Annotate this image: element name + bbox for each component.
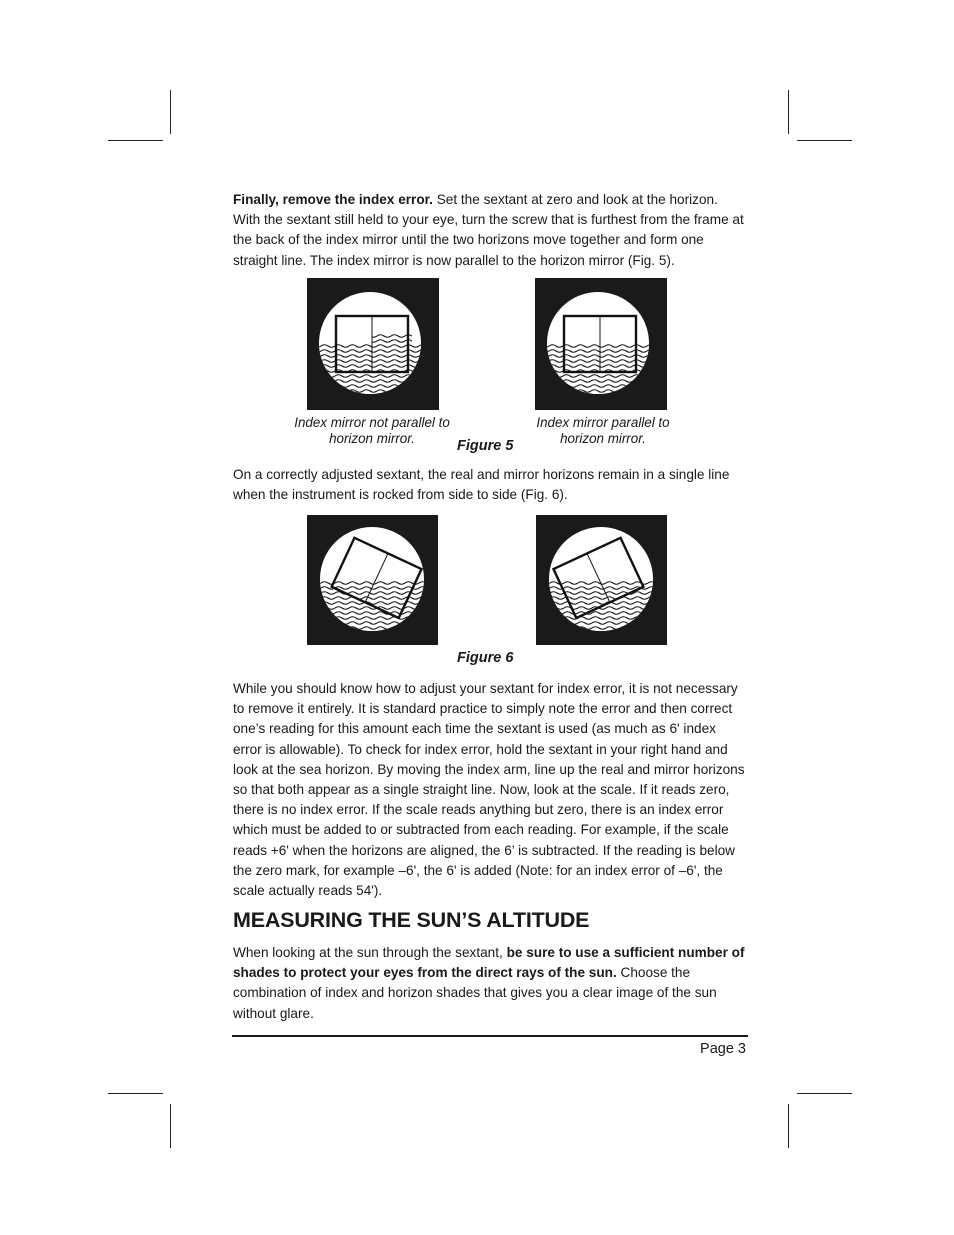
paragraph-text: When looking at the sun through the sextant,: [233, 945, 507, 960]
crop-mark-bottom-left-horizontal: [108, 1093, 163, 1094]
crop-mark-bottom-right-horizontal: [797, 1093, 852, 1094]
paragraph-remove-index-error: [233, 190, 748, 271]
figure6-label: Figure 6: [457, 650, 514, 666]
figure6-right-illustration: [536, 515, 667, 645]
crop-mark-top-right-vertical: [788, 90, 789, 134]
figure5-label: Figure 5: [457, 438, 514, 454]
warning-bold-text: be sure to use a sufficient number of shades to protect your eyes from the direct rays of the sun.: [233, 945, 745, 981]
section-heading: MEASURING THE SUN’S ALTITUDE: [233, 908, 590, 932]
paragraph-text: Set the sextant at zero and look at the horizon. With the sextant still held to your eye, turn the screw that is furthest from the frame at the back of the index mirror until the two horizons move together and form one straight line. The index mirror is now parallel to the horizon mirror (Fig. 5).: [233, 192, 744, 268]
crop-mark-top-left-horizontal: [108, 140, 163, 141]
paragraph-text: While you should know how to adjust your sextant for index error, it is not necessary to remove it entirely. It is standard practice to simply note the error and then correct one’s reading for this amount each time the sextant is used (as much as 6' index error is allowable). To check for index error, hold the sextant in your right hand and look at the sea horizon. By moving the index arm, line up the real and mirror horizons so that both appear as a single straight line. Now, look at the scale. If it reads zero, there is no index error. If the scale reads anything but zero, there is an index error which must be added to or subtracted from each reading. For example, if the scale reads +6' when the horizons are aligned, the 6’ is subtracted. If the reading is below the zero mark, for example –6', the 6' is added (Note: for an index error of –6', the scale actually reads 54').: [233, 681, 745, 899]
crop-mark-bottom-right-vertical: [788, 1104, 789, 1148]
paragraph-index-error-details: [233, 679, 748, 901]
figure5-right-caption: Index mirror parallel to horizon mirror.: [536, 415, 670, 446]
figure5-left-caption: Index mirror not parallel to horizon mirror.: [294, 415, 450, 446]
figure5-left-illustration: [307, 278, 439, 410]
figure6-left-illustration: [307, 515, 438, 645]
footer-rule: [232, 1035, 748, 1037]
paragraph-sun-shades: [233, 943, 748, 1024]
figure5-right-illustration: [535, 278, 667, 410]
paragraph-rocking: [233, 465, 748, 505]
crop-mark-top-right-horizontal: [797, 140, 852, 141]
lead-bold-text: Finally, remove the index error.: [233, 192, 433, 207]
crop-mark-top-left-vertical: [170, 90, 171, 134]
paragraph-text: On a correctly adjusted sextant, the real and mirror horizons remain in a single line when the instrument is rocked from side to side (Fig. 6).: [233, 467, 730, 503]
paragraph-text: Choose the combination of index and horizon shades that gives you a clear image of the sun without glare.: [233, 965, 717, 1021]
page-number: Page 3: [700, 1041, 746, 1057]
crop-mark-bottom-left-vertical: [170, 1104, 171, 1148]
